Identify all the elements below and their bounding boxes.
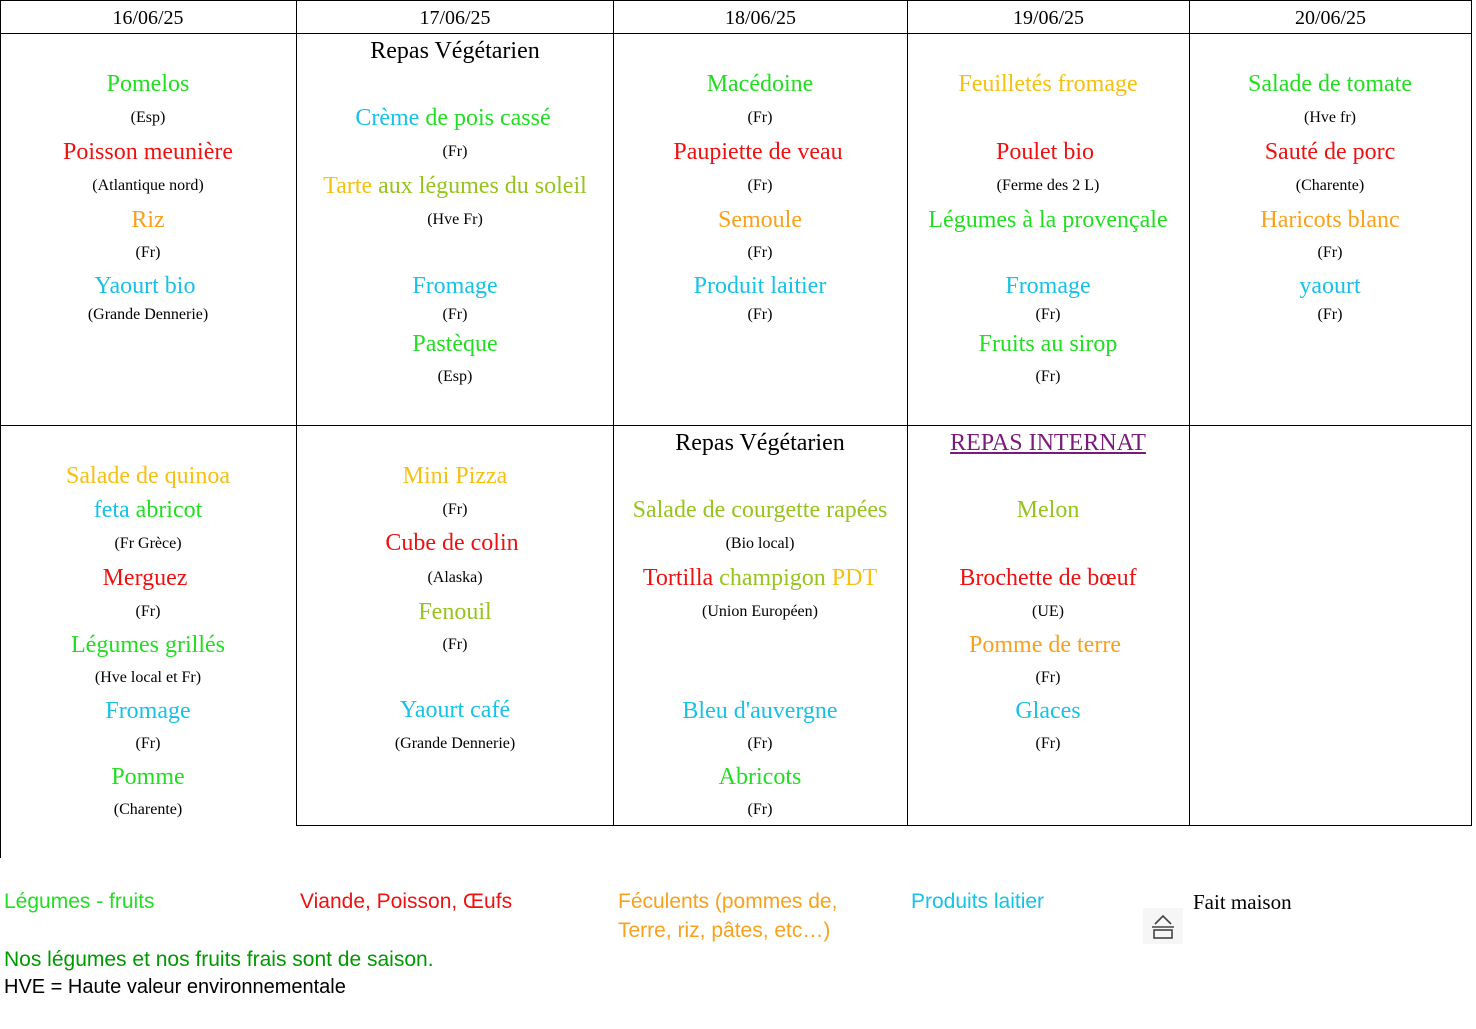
dish-origin: (Bio local) — [725, 535, 795, 552]
dish-origin: (Fr) — [442, 501, 468, 518]
dish-item: Merguez — [102, 565, 188, 591]
dish-origin: (Fr) — [747, 735, 773, 752]
dish-origin: (Fr) — [747, 801, 773, 818]
vegetarian-label: Repas Végétarien — [370, 38, 540, 64]
dish-item: Pomme de terre — [969, 632, 1121, 658]
legend-starch-cont: Terre, riz, pâtes, etc…) — [618, 919, 831, 942]
legend-meat: Viande, Poisson, Œufs — [300, 890, 513, 913]
dish-origin: (Fr) — [1035, 368, 1061, 385]
dish-item: Poisson meunière — [63, 139, 233, 165]
dish-item — [643, 564, 877, 592]
dish-origin: (Fr) — [1317, 306, 1343, 323]
dish-item: Semoule — [718, 207, 802, 233]
dish-origin: (Fr) — [1317, 244, 1343, 261]
dish-item: Bleu d'auvergne — [682, 698, 838, 724]
dish-origin: (Fr) — [135, 735, 161, 752]
dish-origin: (Fr) — [747, 306, 773, 323]
date-header-thu: 19/06/25 — [1012, 7, 1085, 29]
dish-part: abricot — [135, 497, 203, 523]
dish-item: Paupiette de veau — [673, 139, 843, 165]
dish-item: Fruits au sirop — [978, 331, 1118, 357]
dish-origin: (Fr) — [442, 306, 468, 323]
dish-part: PDT — [831, 565, 878, 591]
dish-item: Haricots blanc — [1260, 207, 1400, 233]
date-header-fri: 20/06/25 — [1294, 7, 1367, 29]
dish-part: aux légumes du soleil — [378, 173, 587, 199]
dish-origin: (Hve local et Fr) — [94, 669, 202, 686]
dish-origin: (Esp) — [130, 109, 166, 126]
dish-item: Glaces — [1015, 698, 1081, 724]
dish-item: Yaourt bio — [94, 273, 196, 299]
dish-origin: (Fr) — [1035, 669, 1061, 686]
dish-item — [94, 496, 203, 524]
dish-item: Légumes à la provençale — [928, 207, 1168, 233]
dish-origin: (Esp) — [437, 368, 473, 385]
dish-origin: (Fr) — [1035, 735, 1061, 752]
dish-part: Tortilla — [642, 565, 720, 591]
dish-item: Brochette de bœuf — [959, 565, 1137, 591]
house-icon — [1143, 908, 1183, 944]
legend-starch: Féculents (pommes de, — [618, 890, 838, 913]
dish-origin: (Union Européen) — [702, 603, 818, 620]
date-header-tue: 17/06/25 — [419, 7, 491, 29]
dish-origin: (Fr) — [1035, 306, 1061, 323]
dish-origin: (Atlantique nord) — [92, 177, 204, 194]
dish-item: Mini Pizza — [402, 463, 508, 489]
dish-item: Salade de courgette rapées — [632, 497, 888, 523]
dish-origin: (Charente) — [113, 801, 183, 818]
dish-origin: (Hve fr) — [1304, 109, 1356, 126]
legend-dairy: Produits laitier — [911, 890, 1045, 913]
dish-origin: (Fr) — [747, 109, 773, 126]
dish-item: Abricots — [718, 764, 802, 790]
dish-origin: (Fr Grèce) — [114, 535, 182, 552]
dish-origin: (UE) — [1032, 603, 1064, 620]
dish-origin: (Grande Dennerie) — [87, 306, 209, 323]
dish-part: de pois cassé — [425, 105, 551, 131]
dish-item: Fromage — [1005, 273, 1091, 299]
legend-note-season: Nos légumes et nos fruits frais sont de saison. — [4, 948, 434, 971]
dish-origin: (Fr) — [747, 244, 773, 261]
dish-item: Pomelos — [106, 71, 190, 97]
dish-item: Salade de quinoa — [66, 463, 230, 489]
dish-part: champigon — [719, 565, 832, 591]
dish-item: Produit laitier — [693, 273, 827, 299]
dish-origin: (Alaska) — [427, 569, 483, 586]
dish-origin: (Fr) — [442, 143, 468, 160]
dish-origin: (Fr) — [135, 603, 161, 620]
dish-origin: (Charente) — [1295, 177, 1365, 194]
dish-item: Melon — [1016, 497, 1080, 523]
dish-origin: (Grande Dennerie) — [394, 735, 516, 752]
dish-item: Riz — [131, 207, 165, 233]
dish-item — [355, 104, 550, 132]
dish-part: feta — [93, 497, 136, 523]
dish-item: Fromage — [105, 698, 191, 724]
legend-homemade: Fait maison — [1193, 890, 1292, 914]
dish-origin: (Ferme des 2 L) — [996, 177, 1100, 194]
dish-item: Cube de colin — [385, 530, 519, 556]
internat-label: REPAS INTERNAT — [950, 430, 1146, 456]
dish-origin: (Fr) — [747, 177, 773, 194]
dish-item: Salade de tomate — [1248, 71, 1412, 97]
dish-item: Macédoine — [706, 71, 814, 97]
dish-item: Poulet bio — [995, 139, 1095, 165]
dish-item: Pomme — [111, 764, 185, 790]
dish-origin: (Fr) — [442, 636, 468, 653]
dish-item: yaourt — [1299, 273, 1361, 299]
dish-item: Pastèque — [412, 331, 498, 357]
vegetarian-label: Repas Végétarien — [675, 430, 845, 456]
date-header-wed: 18/06/25 — [724, 7, 797, 29]
legend-note-hve: HVE = Haute valeur environnementale — [4, 976, 346, 998]
dish-item: Fenouil — [418, 599, 492, 625]
dish-item — [323, 172, 587, 200]
dish-item: Sauté de porc — [1264, 139, 1396, 165]
legend-veg: Légumes - fruits — [4, 890, 155, 913]
dish-item: Fromage — [412, 273, 498, 299]
dish-item: Feuilletés fromage — [958, 71, 1138, 97]
dish-item: Yaourt café — [399, 697, 511, 723]
dish-item: Légumes grillés — [71, 632, 225, 658]
dish-part: Tarte — [323, 173, 379, 199]
date-header-mon: 16/06/25 — [112, 7, 184, 29]
dish-part: Crème — [355, 105, 426, 131]
dish-origin: (Fr) — [135, 244, 161, 261]
dish-origin: (Hve Fr) — [427, 211, 483, 228]
